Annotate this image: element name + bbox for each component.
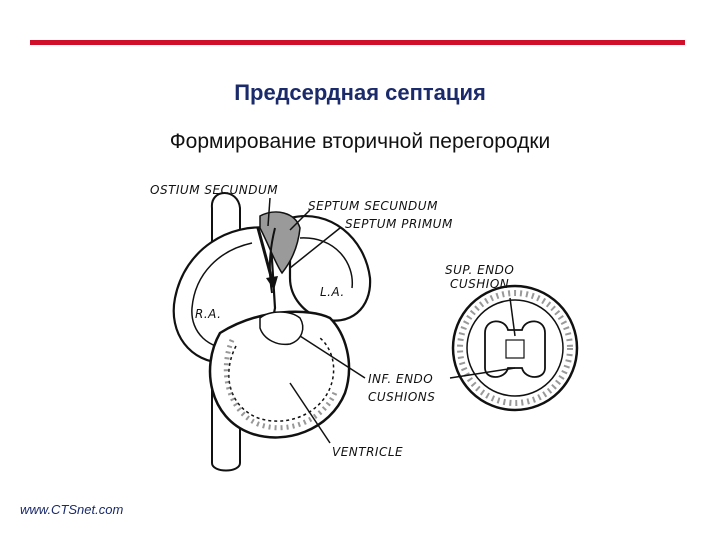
label-ostium-secundum: OSTIUM SECUNDUM: [150, 183, 279, 197]
heart-septation-diagram: [140, 168, 600, 478]
slide-title: Предсердная септация: [234, 80, 486, 105]
label-septum-primum: SEPTUM PRIMUM: [345, 217, 453, 231]
left-atrium-outline: [290, 216, 370, 321]
label-inf-endo-2: CUSHIONS: [368, 390, 436, 404]
label-la: L.A.: [320, 285, 345, 299]
slide-subtitle: Формирование вторичной перегородки: [169, 130, 551, 153]
label-sup-endo-2: CUSHION: [450, 277, 510, 291]
label-septum-secundum: SEPTUM SECUNDUM: [308, 199, 438, 213]
footer-source: www.CTSnet.com: [20, 502, 124, 517]
label-sup-endo-1: SUP. ENDO: [445, 263, 515, 277]
label-ra: R.A.: [195, 307, 222, 321]
label-inf-endo-1: INF. ENDO: [368, 372, 434, 386]
label-ventricle: VENTRICLE: [332, 445, 404, 459]
top-accent-rule: [30, 40, 685, 45]
